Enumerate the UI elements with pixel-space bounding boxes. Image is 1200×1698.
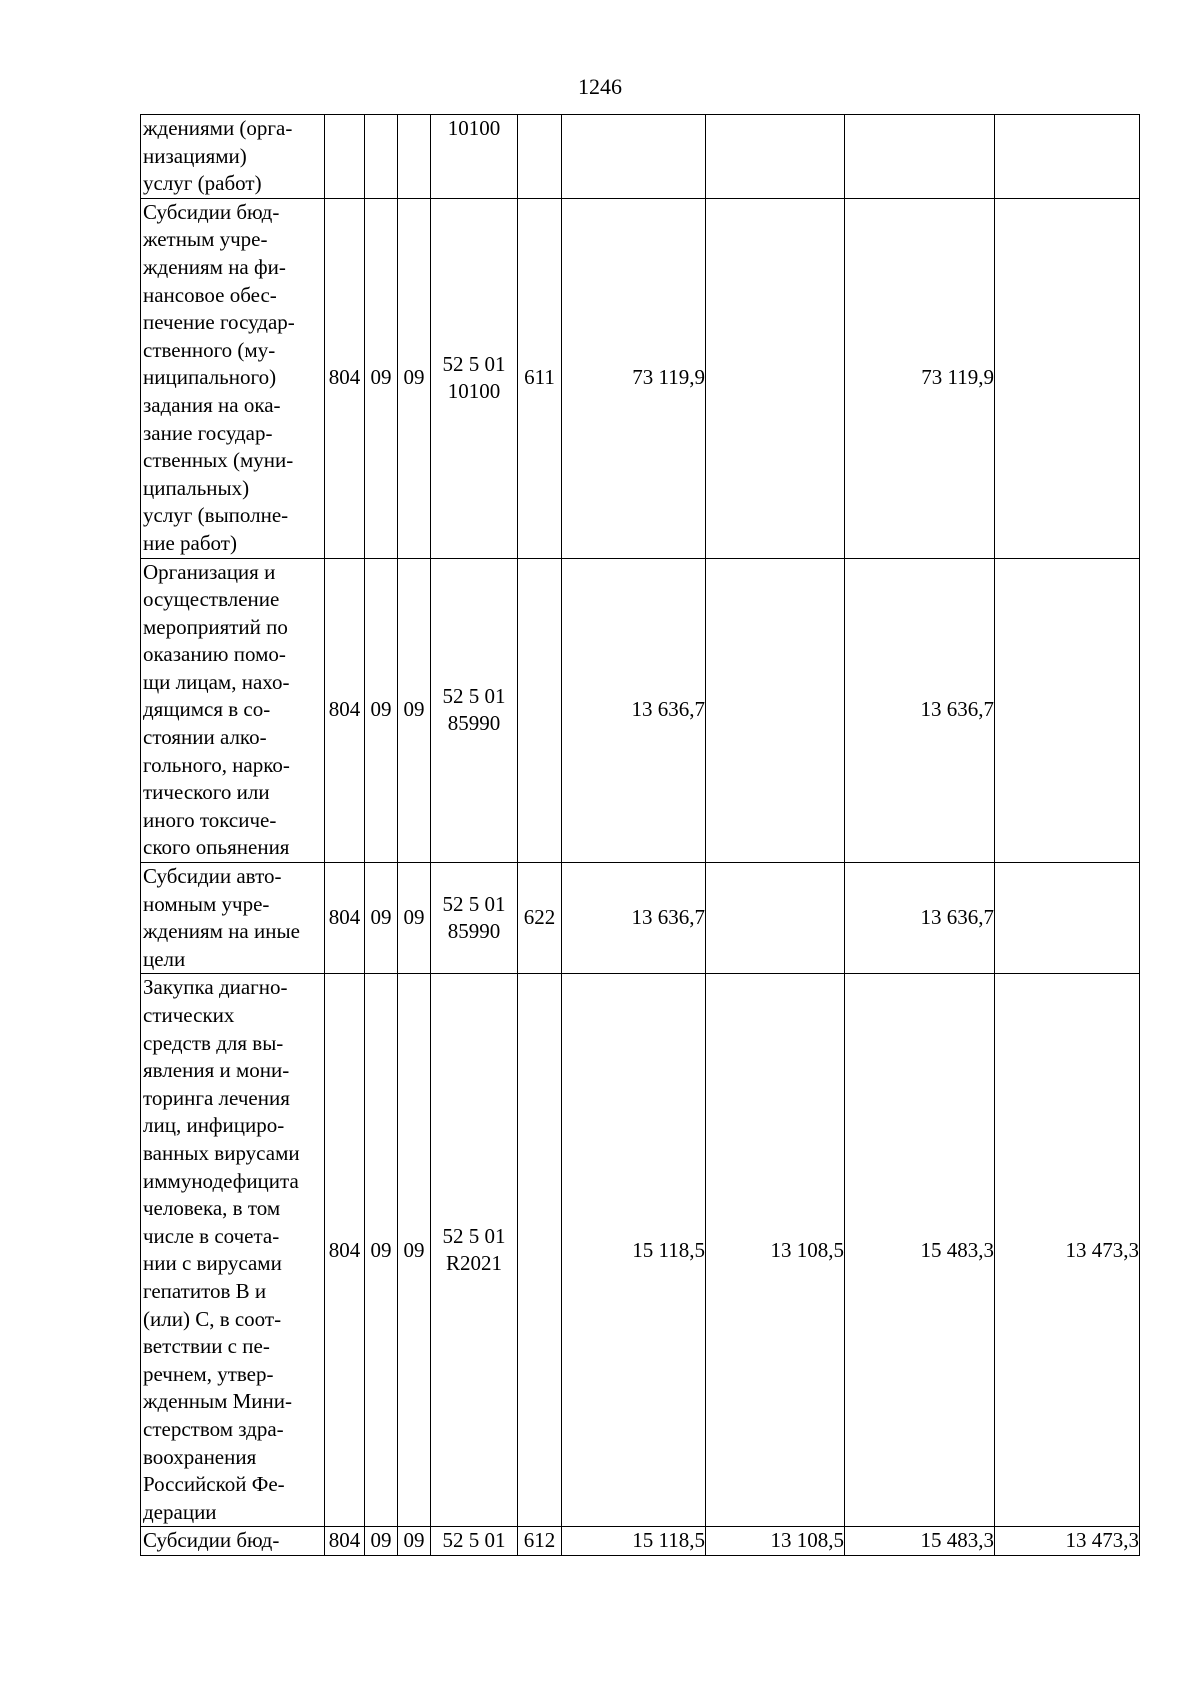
amount-cell-4	[995, 863, 1140, 974]
item-name-line: дящимся в со-	[143, 697, 271, 722]
amount-cell-2	[706, 558, 845, 863]
table-row	[141, 974, 1140, 1527]
target-code-cell	[431, 198, 518, 558]
item-name-line: воохранения	[143, 1444, 257, 1469]
item-name-line: стических	[143, 1003, 235, 1027]
item-name-line: задания на ока-	[143, 392, 281, 417]
table-row	[141, 198, 1140, 558]
item-name-line: ципальных)	[143, 475, 250, 500]
item-name-line: средств для вы-	[143, 1030, 284, 1055]
amount-cell-2	[706, 198, 845, 558]
item-name-line: (или) С, в соот-	[143, 1306, 282, 1331]
admin-code-cell: 804	[325, 558, 365, 863]
item-name-line: ветствии с пе-	[143, 1334, 270, 1359]
table-row	[141, 863, 1140, 974]
section-cell: 09	[365, 863, 398, 974]
item-name-line: осуществление	[143, 587, 280, 612]
amount-cell-2	[706, 863, 845, 974]
item-name-line: Субсидии авто-	[143, 864, 282, 889]
item-name-line: Субсидии бюд-	[143, 199, 280, 224]
item-name-line: иммунодефицита	[143, 1168, 299, 1193]
subsection-cell	[398, 115, 431, 199]
table-row	[141, 1527, 1140, 1556]
table-row	[141, 558, 1140, 863]
budget-table	[140, 114, 1140, 1556]
section-cell	[365, 115, 398, 199]
item-name-line: зание государ-	[143, 420, 273, 445]
item-name-line: ждениям на иные	[143, 919, 300, 944]
target-code-part: 52 5 01	[442, 1223, 506, 1248]
item-name-line: оказанию помо-	[143, 642, 286, 667]
item-name-line: цели	[143, 946, 186, 971]
target-code-part: 52 5 01	[442, 1528, 506, 1553]
amount-cell-3: 15 483,3	[845, 974, 995, 1527]
page-number: 1246	[578, 74, 622, 99]
amount-cell-3: 13 636,7	[845, 558, 995, 863]
amount-cell-1: 15 118,5	[562, 1527, 706, 1556]
subsection-cell: 09	[398, 558, 431, 863]
amount-cell-2	[706, 115, 845, 199]
target-code-part: 52 5 01	[442, 683, 506, 708]
item-name-line: ние работ)	[143, 530, 237, 555]
item-name-line: лиц, инфициро-	[143, 1113, 285, 1138]
item-name-line: нансовое обес-	[143, 282, 277, 307]
item-name-cell	[141, 1527, 325, 1556]
item-name-line: ственных (муни-	[143, 448, 294, 473]
amount-cell-4: 13 473,3	[995, 1527, 1140, 1556]
subsection-cell: 09	[398, 198, 431, 558]
amount-cell-1: 15 118,5	[562, 974, 706, 1527]
item-name-line: жденным Мини-	[143, 1389, 293, 1414]
amount-cell-4	[995, 198, 1140, 558]
expense-type-cell	[518, 558, 562, 863]
item-name-line: явления и мони-	[143, 1058, 290, 1083]
target-code-part: 52 5 01	[442, 891, 506, 916]
subsection-cell: 09	[398, 863, 431, 974]
item-name-cell	[141, 558, 325, 863]
subsection-cell: 09	[398, 974, 431, 1527]
item-name-line: ждениям на фи-	[143, 254, 286, 279]
item-name-line: ждениями (орга-	[143, 116, 293, 140]
item-name-line: стерством здра-	[143, 1416, 284, 1441]
item-name-line: тического или	[143, 780, 270, 805]
expense-type-cell: 612	[518, 1527, 562, 1556]
item-name-line: гепатитов В и	[143, 1278, 267, 1303]
amount-cell-1	[562, 115, 706, 199]
table-body	[141, 115, 1140, 1556]
item-name-line: гольного, нарко-	[143, 752, 290, 777]
target-code-part: 85990	[447, 919, 501, 944]
item-name-line: иного токсиче-	[143, 807, 277, 832]
subsection-cell: 09	[398, 1527, 431, 1556]
item-name-line: низациями)	[143, 143, 247, 168]
target-code-part: 10100	[447, 379, 501, 404]
amount-cell-4: 13 473,3	[995, 974, 1140, 1527]
target-code-part: 10100	[447, 116, 501, 140]
target-code-part: 85990	[447, 711, 501, 736]
expense-type-cell	[518, 115, 562, 199]
target-code-cell	[431, 1527, 518, 1556]
item-name-line: номным учре-	[143, 891, 270, 916]
amount-cell-4	[995, 558, 1140, 863]
amount-cell-1: 73 119,9	[562, 198, 706, 558]
expense-type-cell	[518, 974, 562, 1527]
target-code-cell	[431, 863, 518, 974]
item-name-line: человека, в том	[143, 1196, 281, 1221]
table-row	[141, 115, 1140, 199]
section-cell: 09	[365, 974, 398, 1527]
section-cell: 09	[365, 558, 398, 863]
admin-code-cell: 804	[325, 198, 365, 558]
item-name-line: стоянии алко-	[143, 725, 267, 750]
amount-cell-4	[995, 115, 1140, 199]
item-name-line: Организация и	[143, 559, 276, 584]
section-cell: 09	[365, 1527, 398, 1556]
target-code-cell	[431, 974, 518, 1527]
item-name-line: Закупка диагно-	[143, 975, 288, 1000]
item-name-line: услуг (выполне-	[143, 503, 289, 528]
target-code-part: 52 5 01	[442, 351, 506, 376]
amount-cell-3: 73 119,9	[845, 198, 995, 558]
admin-code-cell: 804	[325, 974, 365, 1527]
expense-type-cell: 611	[518, 198, 562, 558]
target-code-cell	[431, 558, 518, 863]
amount-cell-2: 13 108,5	[706, 1527, 845, 1556]
section-cell: 09	[365, 198, 398, 558]
item-name-line: услуг (работ)	[143, 171, 262, 196]
admin-code-cell: 804	[325, 863, 365, 974]
target-code-part: R2021	[445, 1251, 502, 1276]
item-name-line: дерации	[143, 1499, 217, 1524]
expense-type-cell: 622	[518, 863, 562, 974]
item-name-line: жетным учре-	[143, 227, 268, 252]
amount-cell-1: 13 636,7	[562, 558, 706, 863]
item-name-line: ственного (му-	[143, 337, 276, 362]
item-name-line: мероприятий по	[143, 614, 288, 639]
item-name-line: щи лицам, нахо-	[143, 669, 290, 694]
item-name-line: ванных вирусами	[143, 1140, 300, 1165]
item-name-cell	[141, 863, 325, 974]
item-name-line: печение государ-	[143, 310, 295, 335]
item-name-line: ниципального)	[143, 365, 277, 390]
amount-cell-1: 13 636,7	[562, 863, 706, 974]
admin-code-cell: 804	[325, 1527, 365, 1556]
item-name-line: нии с вирусами	[143, 1251, 282, 1276]
item-name-line: торинга лечения	[143, 1085, 290, 1110]
item-name-line: числе в сочета-	[143, 1223, 280, 1248]
admin-code-cell	[325, 115, 365, 199]
item-name-cell	[141, 974, 325, 1527]
target-code-cell	[431, 115, 518, 199]
item-name-cell	[141, 115, 325, 199]
item-name-line: речнем, утвер-	[143, 1361, 274, 1386]
amount-cell-2: 13 108,5	[706, 974, 845, 1527]
item-name-line: Субсидии бюд-	[143, 1528, 280, 1553]
item-name-line: ского опьянения	[143, 835, 290, 860]
amount-cell-3	[845, 115, 995, 199]
item-name-cell	[141, 198, 325, 558]
item-name-line: Российской Фе-	[143, 1472, 285, 1497]
amount-cell-3: 13 636,7	[845, 863, 995, 974]
amount-cell-3: 15 483,3	[845, 1527, 995, 1556]
